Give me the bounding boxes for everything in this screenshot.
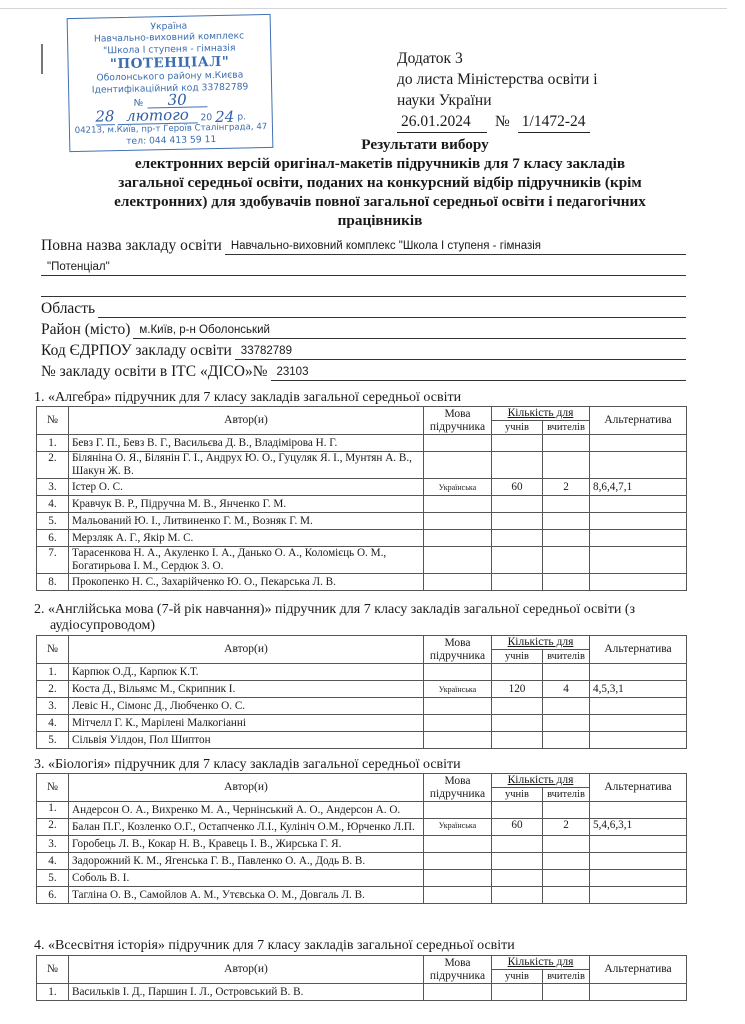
stamp-id-code: Ідентифікаційний код 33782789 [91, 80, 249, 96]
stamp-address: 04213, м.Київ, пр-т Героїв Сталінграда, 47 [74, 122, 268, 137]
table-row: 4. Мітчелл Г. К., Марілені Малкогіанні [37, 715, 687, 732]
lang-value: Українська [424, 681, 492, 698]
stamp-org-type: Навчально-виховний комплекс [93, 30, 245, 45]
diso-value: 23103 [271, 364, 687, 381]
document-title: Результати вибору електронних версій оригінал-макетів підручників для 7 класу закладів загальної середньої освіти, поданих на конкурсний відбір підручників (крім електронних) для здобувачів повної загальної середньої освіти і педагогічних працівників [114, 136, 646, 229]
alternative-value: 8,6,4,7,1 [590, 479, 687, 496]
stamp-year: 24 [214, 107, 235, 126]
table-row: 7. Тарасенкова Н. А., Акуленко І. А., Данько О. А., Коломієць О. М., Богатирьова І. М., Сердюк З. О. [37, 547, 687, 574]
stamp-month: лютого [117, 107, 197, 125]
appendix-ministry-line: науки України [397, 92, 492, 109]
appendix-number: Додаток 3 [397, 50, 463, 67]
field-diso: № закладу освіти в ІТС «ДІСО»№ 23103 [41, 360, 686, 381]
table-biology: № Автор(и) Мова підручника Кількість для Альтернатива учнів вчителів 1. Андерсон О. А., Вихренко М. А., Чернінський А. О., Андерсон А. О. 2. Балан П.Г., Козленко О.Г., Остапченко Л.І., Кулініч О.М., Юрченко Л.П. Українська 60 2 5,4,6,3,1 3. Горобець Л. В., Кокар Н. В., Кравець І. В., Жирська Г. Я. 4. Задорожний К. М., Ягенська Г. В., Павленко О. А., Додь В. В. 5. Соболь В. І. 6. Тагліна О. В., Самойлов А. М., Утєвська О. М., Довгаль Л. В. [36, 773, 687, 904]
section-title-world-history: 4. «Всесвітня історія» підручник для 7 класу закладів загальної середньої освіти [34, 938, 515, 953]
stamp-school-type: "Школа І ступеня - гімназія [102, 42, 236, 57]
stamp-day: 28 [95, 107, 115, 126]
field-blank-line [41, 276, 686, 297]
students-count: 60 [492, 479, 543, 496]
appendix-letter-line: до листа Міністерства освіти і [397, 71, 598, 88]
table-row: 1. Андерсон О. А., Вихренко М. А., Чернінський А. О., Андерсон А. О. [37, 802, 687, 819]
students-count: 60 [492, 819, 543, 836]
field-edrpou: Код ЄДРПОУ закладу освіти 33782789 [41, 339, 686, 360]
students-count: 120 [492, 681, 543, 698]
section-title-algebra: 1. «Алгебра» підручник для 7 класу закладів загальної середньої освіти [34, 390, 462, 405]
table-english: № Автор(и) Мова підручника Кількість для Альтернатива учнів вчителів 1. Карпюк О.Д., Карпюк К.Т. 2. Коста Д., Вільямс М., Скрипник І. Українська 120 4 4,5,3,1 3. Левіс Н., Сімонс Д., Любченко О. С. 4. Мітчелл Г. К., Марілені Малкогіанні 5. Сільвія Уілдон, Пол Шиптон [36, 635, 687, 749]
appendix-header [397, 48, 598, 133]
table-row: 2. Біляніна О. Я., Білянін Г. І., Андрух Ю. О., Гуцуляк Я. І., Мунтян А. В., Шакун Ж. В. [37, 452, 687, 479]
stamp-number-row: № 30 [69, 92, 271, 110]
page-top-edge [0, 8, 727, 9]
stamp-district: Оболонського району м.Києва [96, 69, 244, 84]
alternative-value: 4,5,3,1 [590, 681, 687, 698]
table-world-history: № Автор(и) Мова підручника Кількість для Альтернатива учнів вчителів 1. Васильків І. Д., Паршин І. Л., Островський В. В. [36, 955, 687, 1001]
table-row: 3. Горобець Л. В., Кокар Н. В., Кравець І. В., Жирська Г. Я. [37, 836, 687, 853]
teachers-count: 4 [543, 681, 590, 698]
school-info-fields [41, 234, 686, 381]
section-title-english: 2. «Англійська мова (7-й рік навчання)» підручник для 7 класу закладів загальної середньої освіти (з аудіосупроводом) [34, 602, 636, 633]
appendix-registration: 26.01.2024 № 1/1472-24 [397, 111, 598, 133]
lang-value: Українська [424, 479, 492, 496]
table-row: 6. Тагліна О. В., Самойлов А. М., Утєвська О. М., Довгаль Л. В. [37, 887, 687, 904]
edrpou-value: 33782789 [235, 343, 686, 360]
table-row: 4. Задорожний К. М., Ягенська Г. В., Павленко О. А., Додь В. В. [37, 853, 687, 870]
table-row: 6. Мерзляк А. Г., Якір М. С. [37, 530, 687, 547]
stamp-phone: тел: 044 413 59 11 [126, 134, 217, 148]
region-value [98, 317, 686, 318]
table-row: 8. Прокопенко Н. С., Захарійченко Ю. О., Пекарська Л. В. [37, 574, 687, 591]
table-row: 1. Бевз Г. П., Бевз В. Г., Васильєва Д. В., Владімірова Н. Г. [37, 435, 687, 452]
stamp-country: Україна [150, 20, 188, 33]
full-name-value: Навчально-виховний комплекс "Школа І ступеня - гімназія [225, 238, 686, 255]
stamp-school-name: "ПОТЕНЦІАЛ" [109, 53, 230, 73]
table-row: 4. Кравчук В. Р., Підручна М. В., Янченко Г. М. [37, 496, 687, 513]
table-row: 2. Балан П.Г., Козленко О.Г., Остапченко Л.І., Кулініч О.М., Юрченко Л.П. Українська 60 2 5,4,6,3,1 [37, 819, 687, 836]
teachers-count: 2 [543, 819, 590, 836]
teachers-count: 2 [543, 479, 590, 496]
section-title-biology: 3. «Біологія» підручник для 7 класу закладів загальної середньої освіти [34, 757, 461, 772]
table-row: 2. Коста Д., Вільямс М., Скрипник І. Українська 120 4 4,5,3,1 [37, 681, 687, 698]
table-row: 1. Васильків І. Д., Паршин І. Л., Островський В. В. [37, 984, 687, 1001]
binding-mark [41, 44, 43, 74]
lang-value: Українська [424, 819, 492, 836]
school-stamp [67, 14, 274, 152]
field-full-name: Повна назва закладу освіти Навчально-виховний комплекс "Школа І ступеня - гімназія [41, 234, 686, 255]
field-region: Область [41, 297, 686, 318]
alternative-value: 5,4,6,3,1 [590, 819, 687, 836]
appendix-date: 26.01.2024 [397, 111, 487, 133]
table-algebra: № Автор(и) Мова підручника Кількість для Альтернатива учнів вчителів 1. Бевз Г. П., Бевз В. Г., Васильєва Д. В., Владімірова Н. Г. 2. Біляніна О. Я., Білянін Г. І., Андрух Ю. О., Гуцуляк Я. І., Мунтян А. В., Шакун Ж. В. 3. Істер О. С. Українська 60 2 8,6,4,7,1 4. Кравчук В. Р., Підручна М. В., Янченко Г. М. 5. Мальований Ю. І., Литвиненко Г. М., Возняк Г. М. 6. Мерзляк А. Г., Якір М. С. 7. Тарасенкова Н. А., Акуленко І. А., Данько О. А., Коломієць О. М., Богатирьова І. М., Сердюк З. О. 8. Прокопенко Н. С., Захарійченко Ю. О., Пекарська Л. В. [36, 406, 687, 591]
table-row: 5. Соболь В. І. [37, 870, 687, 887]
table-row: 5. Сільвія Уілдон, Пол Шиптон [37, 732, 687, 749]
field-full-name-cont: "Потенціал" [41, 255, 686, 276]
table-row: 3. Істер О. С. Українська 60 2 8,6,4,7,1 [37, 479, 687, 496]
table-row: 3. Левіс Н., Сімонс Д., Любченко О. С. [37, 698, 687, 715]
field-district: Район (місто) м.Київ, р-н Оболонський [41, 318, 686, 339]
stamp-date-row: 28 лютого 20 24 р. [95, 105, 247, 126]
table-row: 5. Мальований Ю. І., Литвиненко Г. М., Возняк Г. М. [37, 513, 687, 530]
table-row: 1. Карпюк О.Д., Карпюк К.Т. [37, 664, 687, 681]
district-value: м.Київ, р-н Оболонський [133, 322, 686, 339]
appendix-reg-number: 1/1472-24 [518, 111, 590, 133]
stamp-number: 30 [147, 92, 207, 108]
